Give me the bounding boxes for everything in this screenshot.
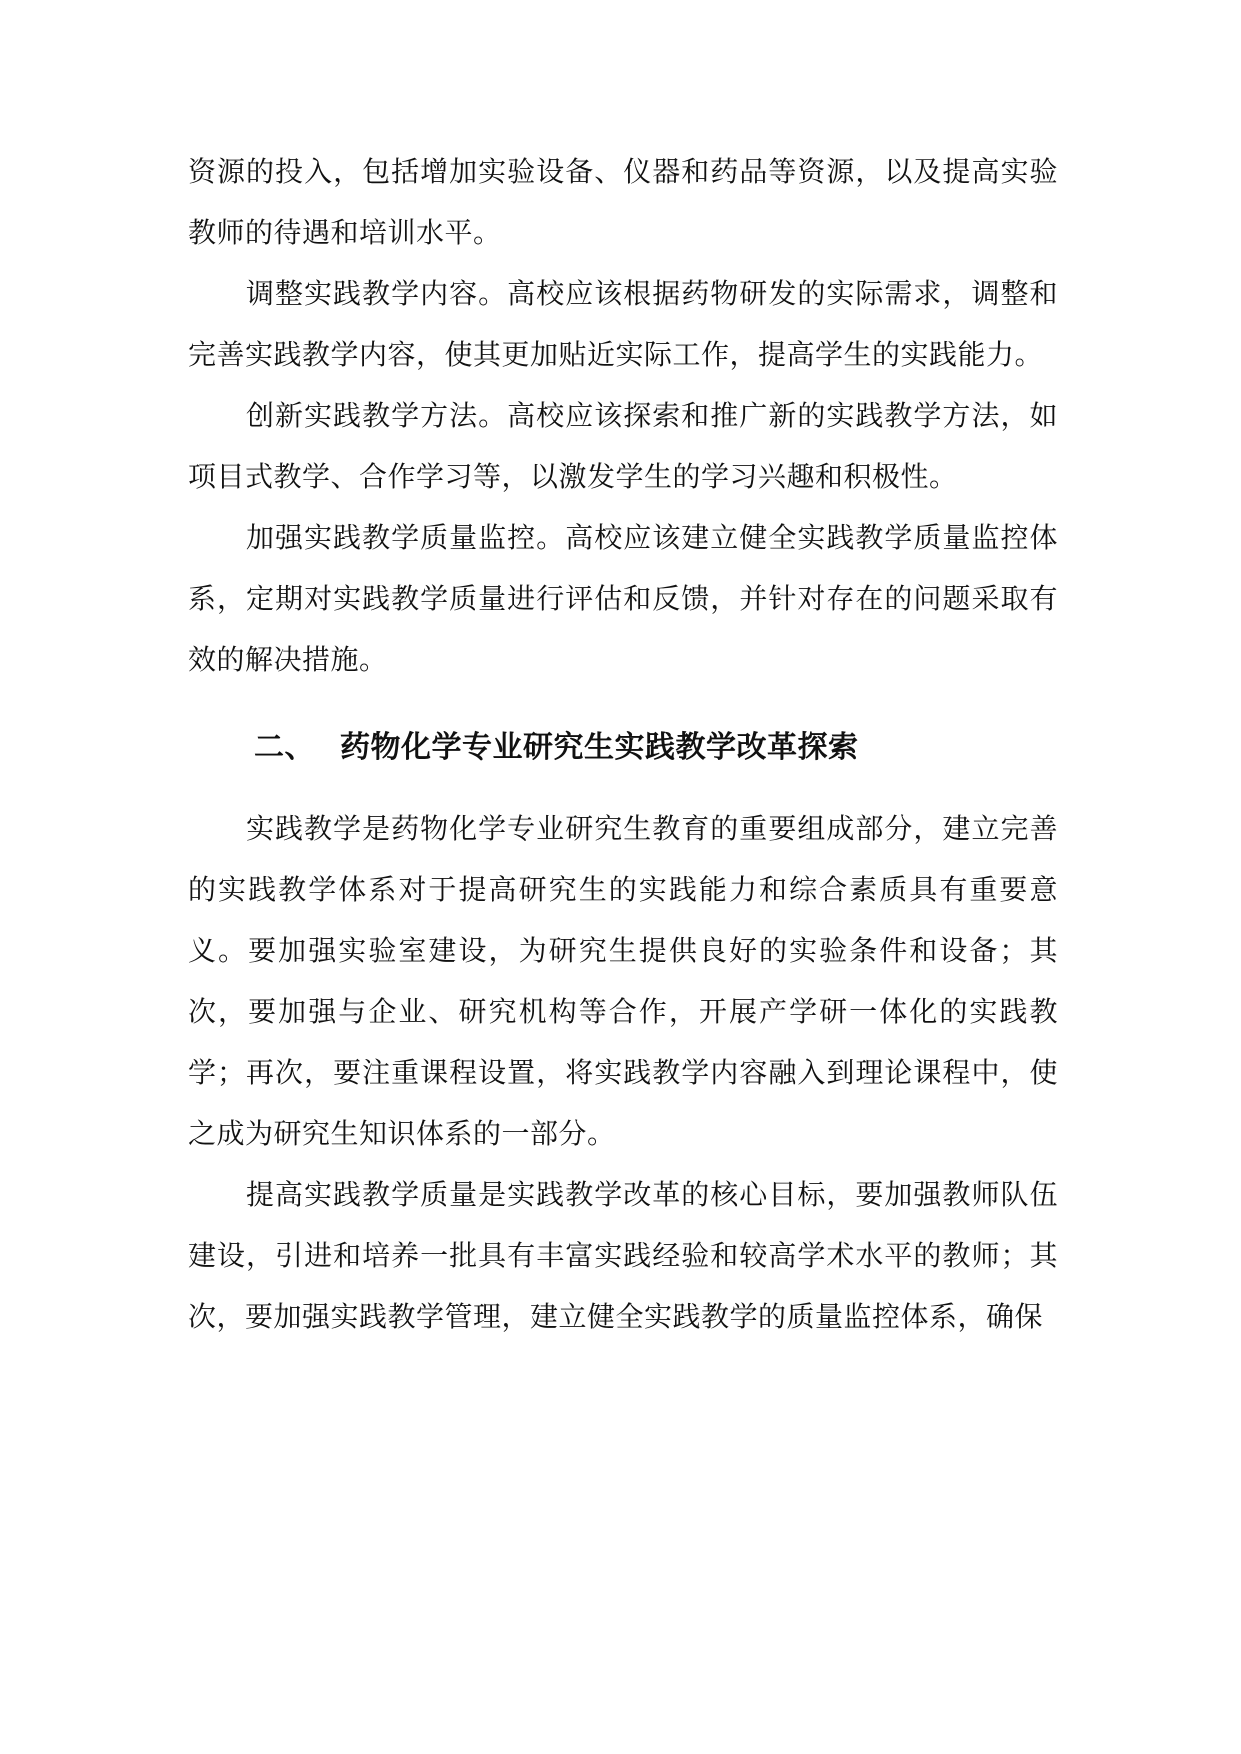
- section-heading: [188, 718, 1058, 778]
- paragraph: 资源的投入，包括增加实验设备、仪器和药品等资源，以及提高实验教师的待遇和培训水平。: [188, 155, 1058, 249]
- paragraph: 创新实践教学方法。高校应该探索和推广新的实践教学方法，如项目式教学、合作学习等，以激发学生的学习兴趣和积极性。: [188, 399, 1058, 493]
- section-number: 二、: [254, 730, 315, 765]
- document-body: [188, 141, 1058, 1347]
- section-title: 药物化学专业研究生实践教学改革探索: [340, 730, 859, 765]
- paragraph: 实践教学是药物化学专业研究生教育的重要组成部分，建立完善的实践教学体系对于提高研究生的实践能力和综合素质具有重要意义。要加强实验室建设，为研究生提供良好的实验条件和设备；其次，要加强与企业、研究机构等合作，开展产学研一体化的实践教学；再次，要注重课程设置，将实践教学内容融入到理论课程中，使之成为研究生知识体系的一部分。: [188, 812, 1058, 1150]
- paragraph: 加强实践教学质量监控。高校应该建立健全实践教学质量监控体系，定期对实践教学质量进行评估和反馈，并针对存在的问题采取有效的解决措施。: [188, 521, 1058, 676]
- paragraph: 提高实践教学质量是实践教学改革的核心目标，要加强教师队伍建设，引进和培养一批具有丰富实践经验和较高学术水平的教师；其次，要加强实践教学管理，建立健全实践教学的质量监控体系，确保: [188, 1178, 1058, 1333]
- paragraph: 调整实践教学内容。高校应该根据药物研发的实际需求，调整和完善实践教学内容，使其更加贴近实际工作，提高学生的实践能力。: [188, 277, 1058, 371]
